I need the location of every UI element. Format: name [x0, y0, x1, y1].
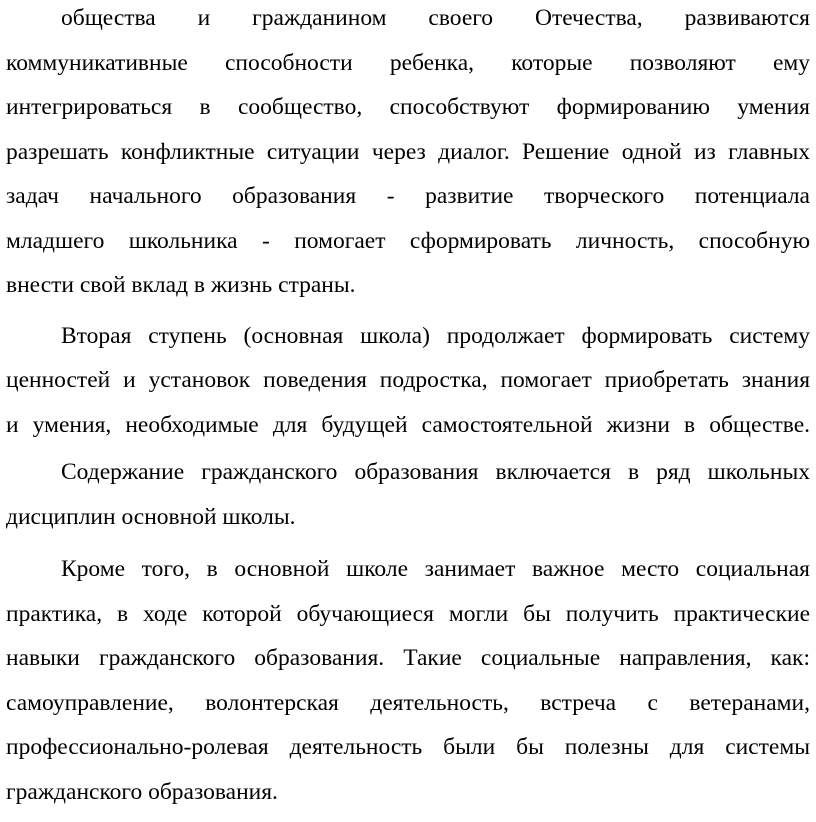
text-line: гражданского образования. [6, 778, 278, 805]
text-line: задач начального образования - развитие творческого потенциала [6, 183, 810, 209]
text-line: профессионально-ролевая деятельность были бы полезны для системы [6, 734, 810, 760]
text-line: навыки гражданского образования. Такие социальные направления, как: [6, 645, 810, 671]
text-line: Вторая ступень (основная школа) продолжает формировать систему [61, 322, 810, 349]
paragraph-civic-content [6, 450, 810, 539]
text-line: внести свой вклад в жизнь страны. [6, 272, 356, 298]
text-line: дисциплин основной школы. [6, 503, 296, 530]
paragraph-social-practice [6, 547, 810, 814]
text-line: Кроме того, в основной школе занимает важное место социальная [61, 556, 810, 582]
text-line: и умения, необходимые для будущей самостоятельной жизни в обществе. [6, 411, 810, 438]
text-line: практика, в ходе которой обучающиеся могли бы получить практические [6, 600, 810, 627]
paragraph-continuation [6, 0, 810, 308]
text-line: разрешать конфликтные ситуации через диалог. Решение одной из главных [6, 138, 810, 165]
text-line: Содержание гражданского образования включается в ряд школьных [61, 459, 810, 485]
text-line: коммуникативные способности ребенка, которые позволяют ему [6, 49, 810, 76]
text-line: ценностей и установок поведения подростка, помогает приобретать знания [6, 367, 810, 393]
text-line: общества и гражданином своего Отечества, развиваются [61, 5, 810, 31]
paragraph-second-stage [6, 314, 810, 448]
text-line: самоуправление, волонтерская деятельность, встреча с ветеранами, [6, 689, 810, 716]
text-line: интегрироваться в сообщество, способствуют формированию умения [6, 94, 810, 120]
text-line: младшего школьника - помогает сформировать личность, способную [6, 227, 810, 254]
